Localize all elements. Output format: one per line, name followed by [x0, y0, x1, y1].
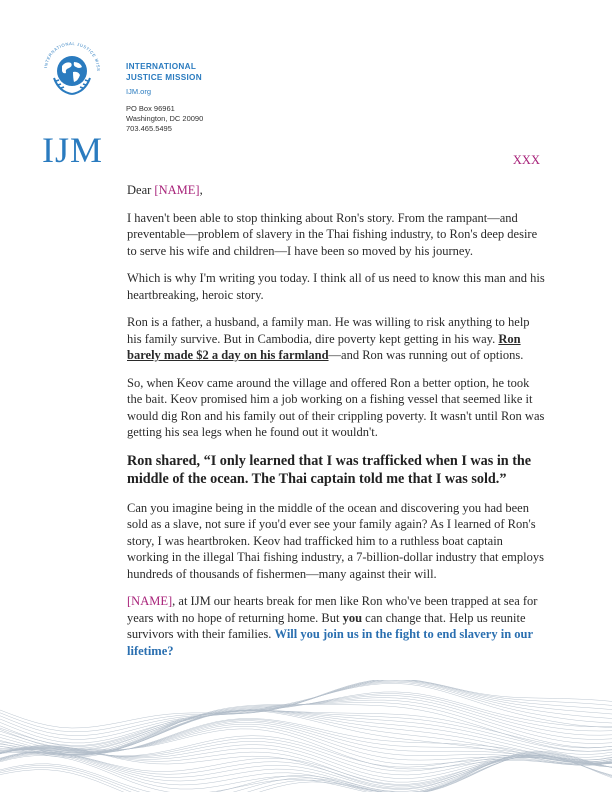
wave-line	[0, 700, 612, 755]
top-placeholder: XXX	[512, 153, 540, 167]
address-line: Washington, DC 20090	[126, 114, 204, 123]
org-address	[126, 104, 216, 134]
paragraph: I haven't been able to stop thinking about Ron's story. From the rampant—and preventable—problem of slavery in the Thai fishing industry, to Ron's deep desire to serve his wife and children—I have been so moved by his journey.	[127, 210, 538, 258]
org-name: INTERNATIONAL JUSTICE MISSION	[126, 62, 202, 82]
wave-pattern-decoration	[0, 680, 612, 792]
letter-body	[127, 182, 547, 670]
wave-line	[0, 703, 612, 757]
ijm-wordmark: IJM	[42, 130, 104, 170]
emphasis-text: Ron barely made $2 a day on his farmland	[127, 331, 521, 362]
wave-line	[0, 680, 612, 739]
wave-line	[0, 680, 612, 732]
paragraph: Which is why I'm writing you today. I think all of us need to know this man and his heartbreaking, heroic story.	[127, 271, 545, 302]
wave-line	[0, 696, 612, 751]
org-website[interactable]: IJM.org	[126, 87, 152, 96]
paragraph: Can you imagine being in the middle of the ocean and discovering you had been sold as a slave, not sure if you'd ever see your family again? As I learned of Ron's story, I was heartbroken. Keov had trafficked him to a ruthless boat captain working in the illegal Thai fishing industry, a 7-billion-dollar industry that employs hundreds of thousands of fishermen—many against their will.	[127, 500, 544, 581]
call-to-action: Will you join us in the fight to end slavery in our lifetime?	[127, 627, 533, 658]
wave-line	[0, 756, 612, 792]
wave-line	[0, 683, 612, 749]
paragraph: Ron is a father, a husband, a family man. He was willing to risk anything to help his family survive. But in Cambodia, dire poverty kept getting in his way. Ron barely made $2 a day on his farmland—and Ron was running out of options.	[127, 315, 530, 362]
name-merge-field: [NAME]	[127, 594, 173, 608]
greeting: Dear [NAME],	[127, 183, 203, 197]
pull-quote: Ron shared, “I only learned that I was trafficked when I was in the middle of the ocean. The Thai captain told me that I was sold.”	[127, 452, 532, 487]
phone-number: 703.465.5495	[126, 124, 172, 133]
letterhead	[126, 61, 216, 134]
paragraph: So, when Keov came around the village and offered Ron a better option, he took the bait. Keov promised him a job working on a fishing vessel that seemed like it would dig Ron and his family out of their crippling poverty. It wasn't until Ron was getting his sea legs when he found out it wouldn't.	[127, 375, 545, 439]
globe-seal-icon	[40, 38, 104, 102]
seal-text: INTERNATIONAL JUSTICE MISS	[43, 40, 102, 72]
name-merge-field: [NAME]	[154, 183, 200, 197]
wave-line	[0, 694, 612, 749]
closing-paragraph: [NAME], at IJM our hearts break for men like Ron who've been trapped at sea for years with no hope of returning home. But you can change that. Help us reunite survivors with their families. Will you join us in the fight to end slavery in our lifetime?	[127, 594, 538, 658]
wave-line	[0, 755, 612, 792]
address-line: PO Box 96961	[126, 104, 175, 113]
